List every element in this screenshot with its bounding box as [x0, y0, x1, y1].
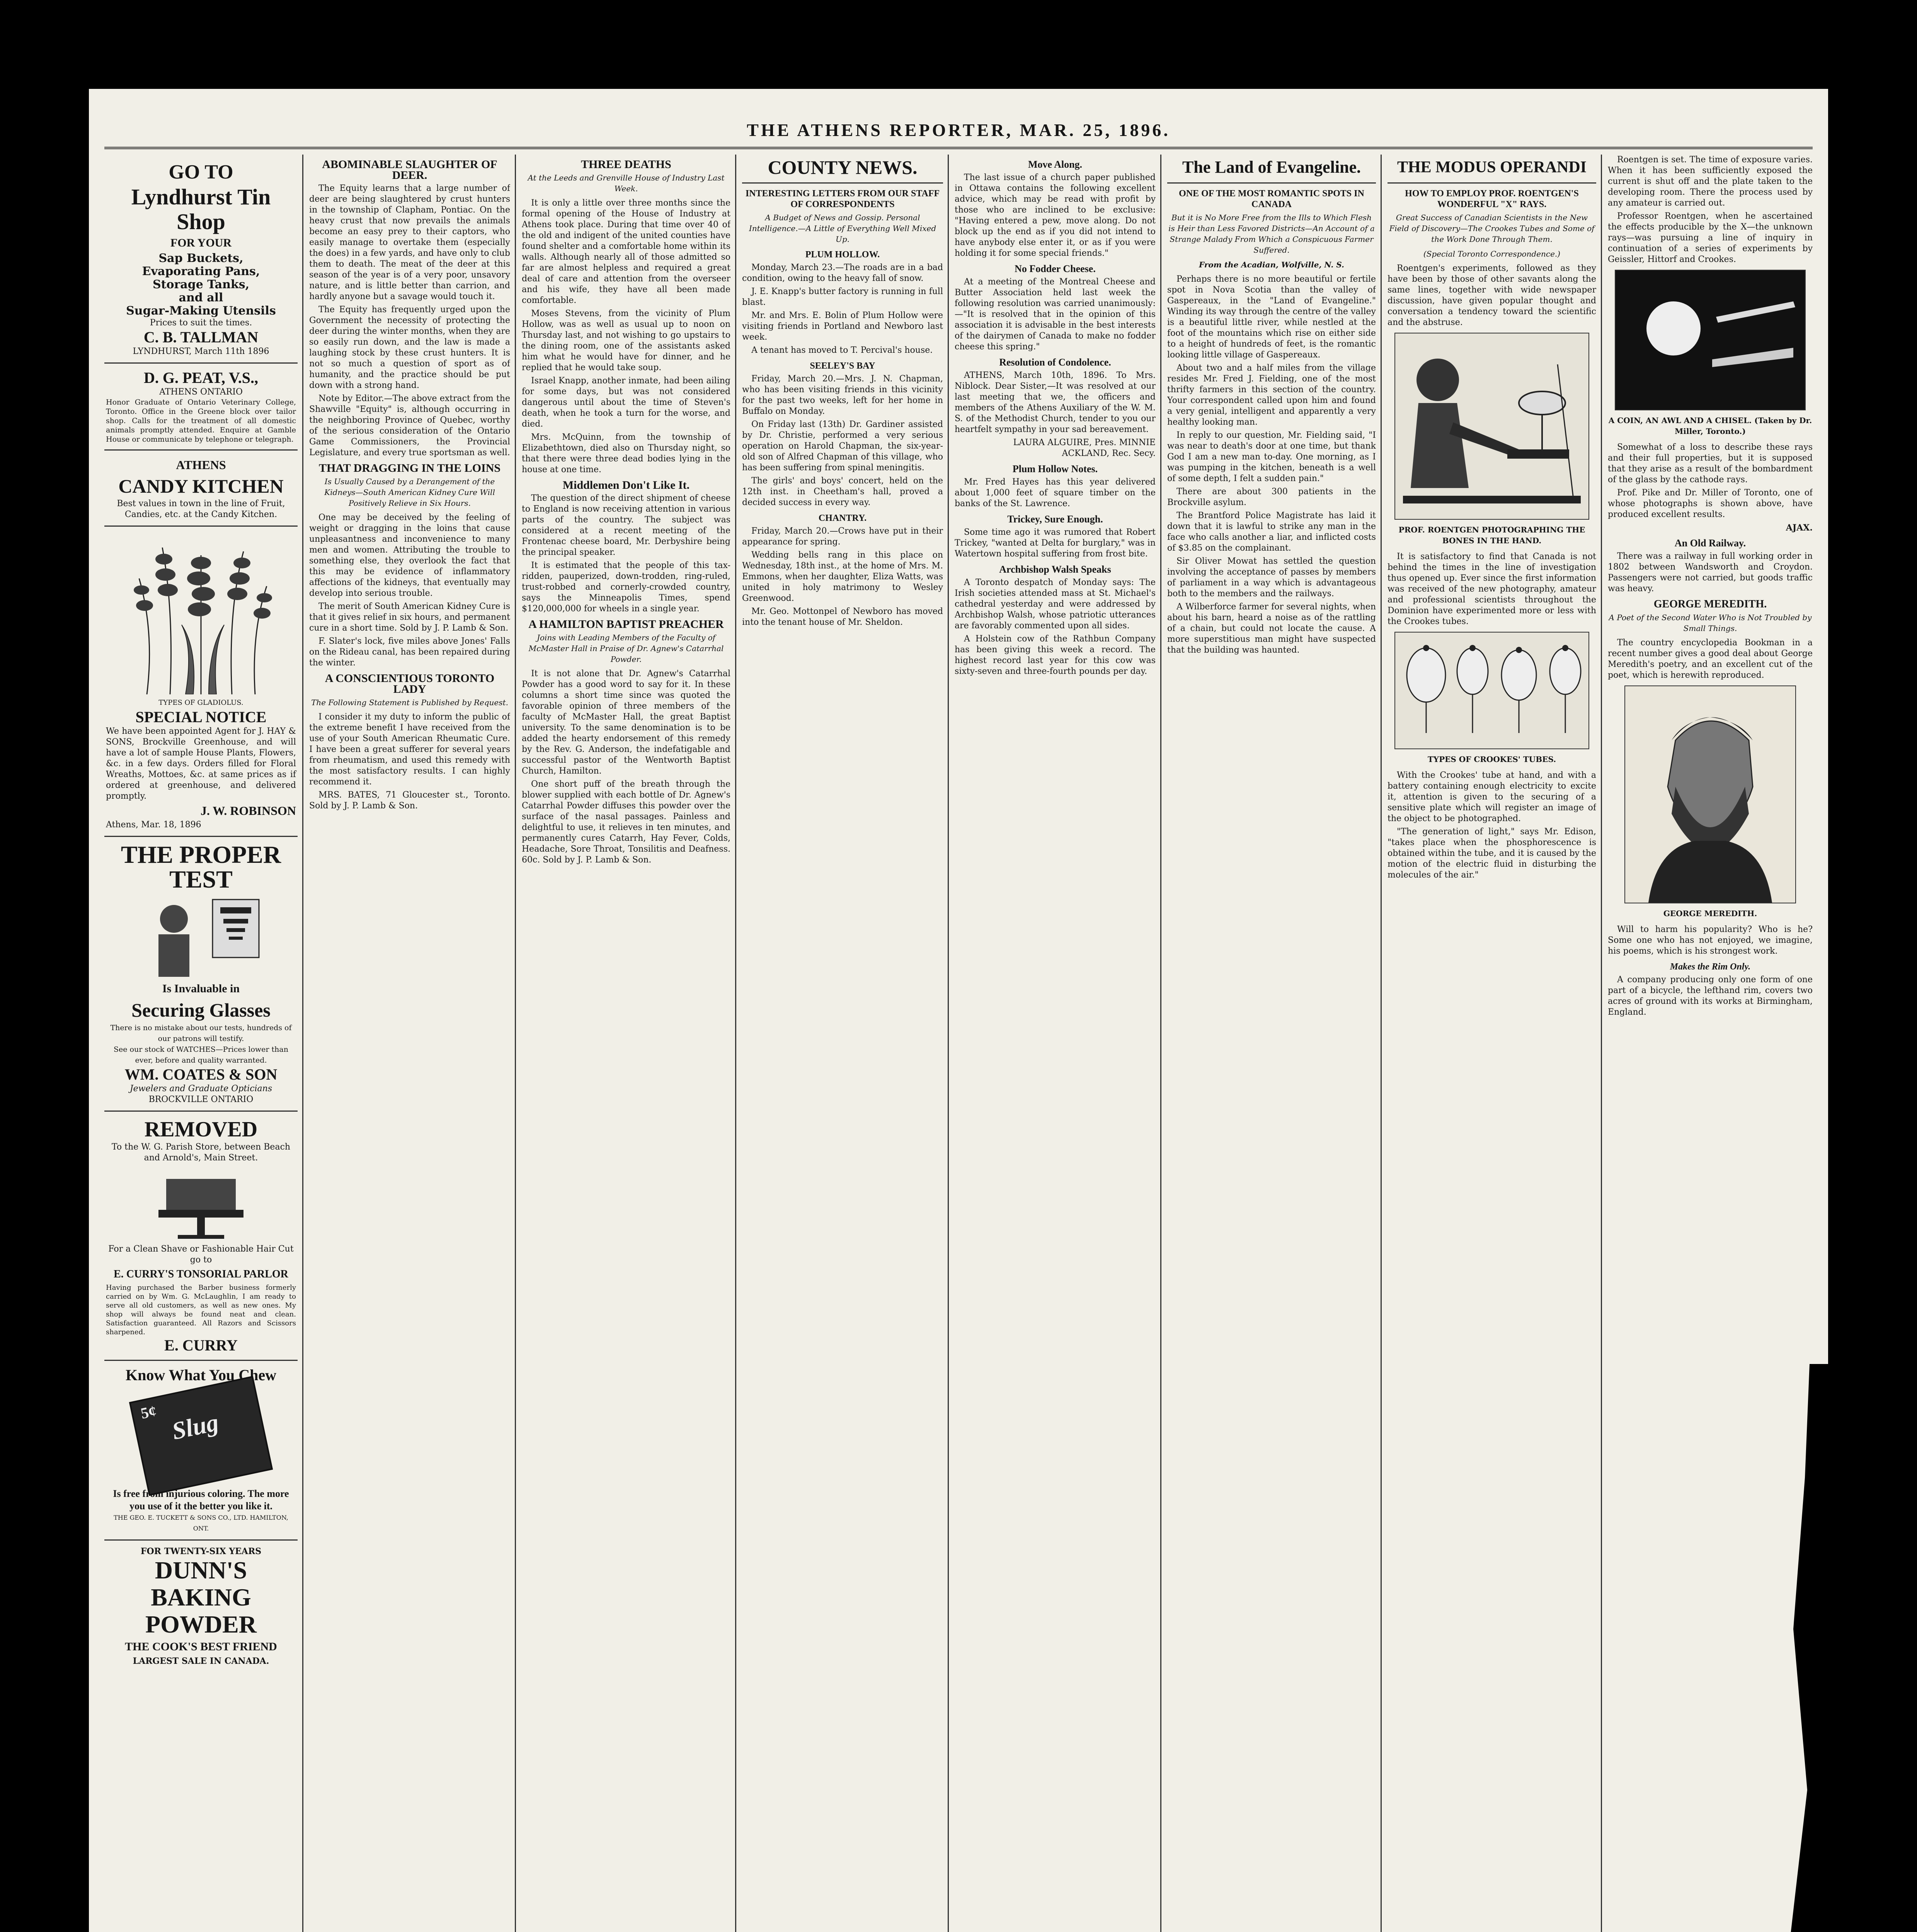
- article-subheadline: Is Usually Caused by a Derangement of the Kidneys—South American Kidney Cure Will Positively Relieve in Six Hours.: [324, 477, 495, 508]
- ad-subline: Jewelers and Graduate Opticians: [129, 1084, 272, 1094]
- article-paragraph: With the Crookes' tube at hand, and with a battery containing enough electricity to excite it, attention is given to the securing of a sensitive plate which will register an image of the object to be photographed.: [1388, 770, 1596, 823]
- ad-owner: C. B. TALLMAN: [143, 328, 259, 346]
- article-paragraph: A tenant has moved to T. Percival's house.: [751, 345, 933, 355]
- article-paragraph: Note by Editor.—The above extract from the Shawville "Equity" is, although occurring in the neighboring Province of Quebec, worthy of the serious consideration of the Ontario Game Commissioners, the Provincial Legislature, and every true sportsman as well.: [309, 394, 510, 457]
- article-headline: INTERESTING LETTERS FROM OUR STAFF OF CORRESPONDENTS: [745, 189, 940, 209]
- roentgen-illustration: [1394, 333, 1589, 520]
- column-rule: [1160, 155, 1161, 1932]
- crookes-tubes-illustration: [1394, 632, 1589, 749]
- article-paragraph: Somewhat of a loss to describe these rays and their full properties, but it is supposed that they arise as a result of the bombardment of the glass by the cathode rays.: [1608, 442, 1813, 485]
- article-paragraph: A Toronto despatch of Monday says: The Irish societies attended mass at St. Michael's cathedral yesterday and were addressed by Archbishop Walsh, whose patriotic utterances are favorably commented upon all sides.: [955, 578, 1156, 631]
- candy-ad: [104, 451, 298, 527]
- ads-column: [104, 155, 298, 1932]
- illustration-caption: TYPES OF CROOKES' TUBES.: [1427, 755, 1556, 764]
- article-headline: HOW TO EMPLOY PROF. ROENTGEN'S WONDERFUL "X" RAYS.: [1405, 189, 1579, 209]
- ad-item: Storage Tanks,: [152, 278, 250, 291]
- removed-ad: [104, 1112, 298, 1361]
- ad-heading: REMOVED: [144, 1117, 258, 1141]
- ad-heading: THE PROPER TEST: [121, 841, 281, 893]
- article-paragraph: Wedding bells rang in this place on Wednesday, 18th inst., at the home of Mrs. M. Emmons, when her daughter, Eliza Watts, was united in holy matrimony to Wesley Greenwood.: [742, 550, 943, 603]
- article-paragraph: It is not alone that Dr. Agnew's Catarrhal Powder has a good word to say for it. In these columns a short time since was quoted the favorable opinion of three members of the faculty of McMaster Hall, the great Baptist university. To the same denomination is to be added the hearty endorsement of this remedy by the Rev. G. Anderson, the indefatigable and successful pastor of the Wentworth Baptist Church, Hamilton.: [522, 669, 730, 776]
- article-subheadline: But it is No More Free from the Ills to Which Flesh is Heir than Less Favored Districts—An Account of a Strange Malady From Which a Conspicuous Farmer Suffered.: [1168, 213, 1375, 255]
- article-paragraph: A Wilberforce farmer for several nights, when about his barn, heard a noise as of the rattling of a chain, but could not locate the cause. A more superstitious man might have suspected that the building was haunted.: [1167, 602, 1376, 655]
- article-paragraph: The girls' and boys' concert, held on the 12th inst. in Cheetham's hall, proved a decided success in every way.: [742, 476, 943, 507]
- article-subheadline: A Poet of the Second Water Who is Not Troubled by Small Things.: [1609, 613, 1812, 633]
- article-headline: ONE OF THE MOST ROMANTIC SPOTS IN CANADA: [1179, 189, 1364, 209]
- article-headline: Plum Hollow Notes.: [1012, 463, 1098, 474]
- illustration-caption: PROF. ROENTGEN PHOTOGRAPHING THE BONES IN THE HAND.: [1398, 525, 1585, 545]
- article-paragraph: There are about 300 patients in the Brockville asylum.: [1167, 487, 1376, 507]
- section-title: The Land of Evangeline.: [1167, 156, 1376, 184]
- article-headline: GEORGE MEREDITH.: [1653, 598, 1767, 610]
- article-paragraph: J. E. Knapp's butter factory is running in full blast.: [742, 287, 943, 307]
- dunns-ad: [104, 1541, 298, 1672]
- ad-shop-name: DUNN'S BAKING POWDER: [145, 1556, 257, 1638]
- article-paragraph: Friday, March 20.—Crows have put in their appearance for spring.: [742, 526, 943, 547]
- article-column: [522, 155, 730, 1932]
- article-paragraph: The country encyclopedia Bookman in a recent number gives a good deal about George Meredith's poetry, and an excellent cut of the poet, which is herewith reproduced.: [1608, 638, 1813, 680]
- ad-text: Is free from injurious coloring. The more you use of it the better you like it.: [113, 1488, 289, 1512]
- article-headline: Trickey, Sure Enough.: [1007, 514, 1103, 525]
- article-paragraph: There was a railway in full working order in 1802 between Wandsworth and Croydon. Passengers were not carried, but goods traffic was heavy.: [1608, 551, 1813, 594]
- article-paragraph: "The generation of light," says Mr. Edison, "takes place when the phosphorescence is obtained within the tube, and it is caused by the motion of the electric fluid in disturbing the molecules of the air.": [1388, 827, 1596, 880]
- article-paragraph: The last issue of a church paper published in Ottawa contains the following excellent advice, which may be read with profit by those who are inclined to be exclusive: "Having entered a pew, move along. Do not block up the end as if you did not intend to have anybody else enter it, or as if you were holding it for some special friends.": [955, 173, 1156, 258]
- article-paragraph: The Brantford Police Magistrate has laid it down that it is lawful to strike any man in the face who calls another a liar, and inflicted costs of $3.85 on the complainant.: [1167, 511, 1376, 553]
- barber-chair-illustration: [143, 1163, 259, 1241]
- ad-text: Having purchased the Barber business formerly carried on by Wm. G. McLaughlin, I am ready to serve all old customers, as well as new ones. My shop will always be found neat and clean. Satisfaction guaranteed. All Razors and Scissors sharpened.: [106, 1284, 296, 1336]
- ad-heading: SPECIAL NOTICE: [135, 708, 267, 726]
- article-paragraph: One may be deceived by the feeling of weight or dragging in the loins that cause unpleasantness and inconvenience to many men and women. Attributing the trouble to something else, they overlook the fact that this may be evidence of inflammatory affections of the kidneys, that eventually may develop into serious trouble.: [309, 513, 510, 598]
- article-paragraph: Mr. Geo. Mottonpel of Newboro has moved into the tenant house of Mr. Sheldon.: [742, 607, 943, 627]
- article-subheadline: At the Leeds and Grenville House of Industry Last Week.: [528, 173, 725, 193]
- ad-date: LYNDHURST, March 11th 1896: [133, 347, 269, 356]
- article-paragraph: Professor Roentgen, when he ascertained the effects producible by the X—the unknown rays—was pursuing a line of inquiry in continuation of a series of experiments by Geissler, Hittorf and Crookes.: [1608, 211, 1813, 264]
- article-headline: An Old Railway.: [1674, 537, 1746, 549]
- article-paragraph: A company producing only one form of one part of a bicycle, the lefthand rim, covers two acres of ground with its works at Birmingham, England.: [1608, 975, 1813, 1017]
- ad-maker: THE GEO. E. TUCKETT & SONS CO., LTD. HAMILTON, ONT.: [114, 1514, 288, 1532]
- article-paragraph: Monday, March 23.—The roads are in a bad condition, owing to the heavy fall of snow.: [742, 263, 943, 283]
- proper-test-ad: [104, 837, 298, 1112]
- section-title: COUNTY NEWS.: [742, 156, 943, 184]
- page-title: THE ATHENS REPORTER, MAR. 25, 1896.: [747, 120, 1170, 140]
- ad-shop-name: E. CURRY'S TONSORIAL PARLOR: [114, 1268, 288, 1280]
- article-subheadline: Joins with Leading Members of the Faculty of McMaster Hall in Praise of Dr. Agnew's Catarrhal Powder.: [528, 633, 724, 664]
- article-paragraph: Roentgen is set. The time of exposure varies. When it has been sufficiently exposed the current is shut off and the plate taken to the developing room. There the process used by any amateur is carried out.: [1608, 155, 1813, 208]
- article-paragraph: Mrs. McQuinn, from the township of Elizabethtown, died also on Thursday night, so that there were three dead bodies lying in the house at one time.: [522, 432, 730, 474]
- ad-date: Athens, Mar. 18, 1896: [106, 820, 201, 830]
- illustration-caption: A COIN, AN AWL AND A CHISEL. (Taken by Dr. Miller, Toronto.): [1608, 416, 1812, 436]
- column-rule: [515, 155, 516, 1932]
- ad-text: Is Invaluable in: [162, 982, 240, 995]
- column-rule: [948, 155, 949, 1932]
- article-paragraph: One short puff of the breath through the blower supplied with each bottle of Dr. Agnew's Catarrhal Powder diffuses this powder over the surface of the nasal passages. Painless and delightful to use, it relieves in ten minutes, and permanently cures Catarrh, Hay Fever, Colds, Headache, Sore Throat, Tonsilitis and Deafness. 60c. Sold by J. P. Lamb & Son.: [522, 779, 730, 865]
- gladiolus-ad: [104, 527, 298, 837]
- article-headline: Resolution of Condolence.: [999, 357, 1111, 368]
- article-headline: ABOMINABLE SLAUGHTER OF DEER.: [322, 158, 497, 182]
- xray-photo-illustration: [1615, 270, 1806, 410]
- article-paragraph: The Equity learns that a large number of deer are being slaughtered by crust hunters in the township of Clapham, Pontiac. On the heavy crust that now prevails the animals become an easy prey to their captors, who easily manage to overtake them (especially the does) in a few yards, and have only to club them to death. The meat of the deer at this season of the year is of a very poor, unsavory nature, and is little better than carrion, and hardly anyone but a savage would touch it.: [309, 184, 510, 301]
- article-signature: AJAX.: [1786, 523, 1813, 533]
- place-heading: SEELEY'S BAY: [810, 361, 875, 371]
- article-paragraph: The question of the direct shipment of cheese to England is now receiving attention in various parts of the country. The subject was considered at a recent meeting of the Frontenac cheese board, Mr. Derbyshire being the principal speaker.: [522, 493, 730, 557]
- article-paragraph: About two and a half miles from the village resides Mr. Fred J. Fielding, one of the most thrifty farmers in this section of the country. Your correspondent called upon him and found a very genial, intelligent and apparently a very healthy looking man.: [1167, 363, 1376, 427]
- article-paragraph: Prof. Pike and Dr. Miller of Toronto, one of whose photographs is shown above, have produced excellent results.: [1608, 488, 1813, 519]
- tin-brand: Slug: [169, 1408, 221, 1445]
- peat-ad: [104, 364, 298, 451]
- article-source: From the Acadian, Wolfville, N. S.: [1199, 260, 1345, 269]
- ad-shop-name: D. G. PEAT, V.S.,: [144, 369, 258, 386]
- article-column: [1167, 155, 1376, 1932]
- article-subheadline: The Following Statement is Published by Request.: [311, 698, 508, 707]
- column-rule: [1381, 155, 1382, 1932]
- article-subheadline: A Budget of News and Gossip. Personal Intelligence.—A Little of Everything Well Mixed Up.: [749, 213, 936, 244]
- ad-shop-name: WM. COATES & SON: [124, 1066, 278, 1083]
- article-headline: THAT DRAGGING IN THE LOINS: [318, 462, 501, 474]
- article-headline: A HAMILTON BAPTIST PREACHER: [528, 618, 724, 631]
- column-rule: [1601, 155, 1602, 1932]
- article-paragraph: It is estimated that the people of this tax-ridden, pauperized, down-trodden, ring-ruled, trust-robbed and cornerly-crowded country, says the Minneapolis Times, spend $120,000,000 for wheels in a single year.: [522, 561, 730, 614]
- article-paragraph: Roentgen's experiments, followed as they have been by those of other savants along the same lines, together with wide newspaper discussion, have given popular thought and conversation a tendency toward the scientific and the abstruse.: [1388, 264, 1596, 327]
- ad-text: Prices to suit the times.: [150, 318, 252, 328]
- tobacco-tin-illustration: [129, 1376, 273, 1496]
- ad-subline: THE COOK'S BEST FRIEND: [125, 1640, 277, 1653]
- article-paragraph: It is satisfactory to find that Canada is not behind the times in the line of investigation thus opened up. Ever since the first information was received of the new photography, amateur and professional scientists throughout the Dominion have experimented more or less with the Crookes tubes.: [1388, 552, 1596, 626]
- ad-owner: J. W. ROBINSON: [200, 804, 296, 818]
- ad-place: ATHENS ONTARIO: [159, 387, 243, 397]
- article-paragraph: ATHENS, March 10th, 1896. To Mrs. Niblock. Dear Sister,—It was resolved at our last meeting that we, the officers and members of the Athens Auxiliary of the W. M. S. of the Methodist Church, tender to you our heartfelt sympathy in your sad bereavement.: [955, 371, 1156, 434]
- illustration-caption: GEORGE MEREDITH.: [1663, 909, 1757, 918]
- article-paragraph: It is only a little over three months since the formal opening of the House of Industry at Athens took place. During that time over 40 of the old and indigent of the united counties have found shelter and a comfortable home within its walls. Although nearly all of those admitted so far are almost helpless and required a great deal of care and attention from the overseer and his wife, they have all been made comfortable.: [522, 198, 730, 305]
- lyndhurst-ad: [104, 155, 298, 364]
- article-headline: Makes the Rim Only.: [1670, 962, 1751, 972]
- article-paragraph: Perhaps there is no more beautiful or fertile spot in Nova Scotia than the valley of Gaspereaux, in the "Land of Evangeline." Winding its way through the centre of the valley is a beautiful little river, while nestled at the foot of the mountains which rise on either side to a height of hundreds of feet, is the romantic looking little village of Gaspereaux.: [1167, 274, 1376, 360]
- masthead: [104, 120, 1813, 149]
- ad-text: To the W. G. Parish Store, between Beach and Arnold's, Main Street.: [111, 1142, 291, 1163]
- ad-subline: Securing Glasses: [131, 999, 271, 1021]
- article-column: [1608, 155, 1813, 1932]
- article-paragraph: Mr. and Mrs. E. Bolin of Plum Hollow were visiting friends in Portland and Newboro last week.: [742, 311, 943, 342]
- article-column: [955, 155, 1156, 1932]
- article-paragraph: F. Slater's lock, five miles above Jones' Falls on the Rideau canal, has been repaired during the winter.: [309, 636, 510, 668]
- ad-text: We have been appointed Agent for J. HAY & SONS, Brockville Greenhouse, and will have a lot of sample House Plants, Flowers, &c. in a few days. Orders filled for Floral Wreaths, Mottoes, &c. at same prices as if ordered at greenhouse, and delivered promptly.: [106, 726, 296, 801]
- ad-text: FOR TWENTY-SIX YEARS: [140, 1546, 262, 1556]
- article-paragraph: Israel Knapp, another inmate, had been ailing for some days, but was not considered dangerous until about the time of Steven's death, when he took a turn for the worse, and died.: [522, 376, 730, 429]
- ad-shop-name: Lyndhurst Tin Shop: [131, 184, 271, 234]
- ad-owner: E. CURRY: [164, 1337, 238, 1354]
- article-column: [1388, 155, 1596, 1932]
- ad-text: Honor Graduate of Ontario Veterinary College, Toronto. Office in the Greene block over tailor shop. Calls for the treatment of all domestic animals promptly attended. Enquire at Gamble House or communicate by telephone or telegraph.: [106, 398, 296, 444]
- article-subheadline: Great Success of Canadian Scientists in the New Field of Discovery—The Crookes Tubes and Some of the Work Done Through Them.: [1389, 213, 1595, 244]
- ad-place: ATHENS: [176, 458, 226, 472]
- tin-label: 5¢: [139, 1402, 158, 1422]
- article-signature: LAURA ALGUIRE, Pres. MINNIE ACKLAND, Rec. Secy.: [1013, 438, 1156, 458]
- article-paragraph: Some time ago it was rumored that Robert Trickey, "wanted at Delta for burglary," was in Watertown hospital suffering from frost bite.: [955, 527, 1156, 559]
- county-news-column: [742, 155, 943, 1932]
- article-paragraph: Moses Stevens, from the vicinity of Plum Hollow, was as well as usual up to noon on Thursday last, and not wishing to go upstairs to the dining room, one of the assistants asked him what he would have for dinner, and he replied that he would take soup.: [522, 309, 730, 372]
- article-paragraph: I consider it my duty to inform the public of the extreme benefit I have received from the use of your South American Rheumatic Cure. I have been a great sufferer for several years from rheumatism, and used this remedy with the most satisfactory results. I can highly recommend it.: [309, 712, 510, 787]
- ad-text: Best values in town in the line of Fruit, Candies, etc. at the Candy Kitchen.: [117, 499, 285, 519]
- ad-item: Sugar-Making Utensils: [126, 304, 276, 318]
- article-headline: A CONSCIENTIOUS TORONTO LADY: [325, 672, 495, 696]
- article-paragraph: At a meeting of the Montreal Cheese and Butter Association held last week the following resolution was carried unanimously:—"It is resolved that in the opinion of this association it is advisable in the best interests of the dairymen of Canada to make no fodder cheese this spring.": [955, 277, 1156, 352]
- article-paragraph: Sir Oliver Mowat has settled the question involving the acceptance of passes by members of parliament in a way which is advantageous both to the members and the railways.: [1167, 556, 1376, 599]
- section-title: THE MODUS OPERANDI: [1388, 156, 1596, 184]
- article-column: [309, 155, 510, 1932]
- ad-item: and all: [179, 291, 223, 304]
- article-headline: THREE DEATHS: [581, 158, 671, 171]
- place-heading: CHANTRY.: [818, 513, 867, 523]
- article-paragraph: The merit of South American Kidney Cure is that it gives relief in six hours, and permanent cure in a short time. Sold by J. P. Lamb & Son.: [309, 602, 510, 633]
- article-signature: MRS. BATES, 71 Gloucester st., Toronto. Sold by J. P. Lamb & Son.: [309, 790, 510, 811]
- article-paragraph: On Friday last (13th) Dr. Gardiner assisted by Dr. Christie, performed a very serious operation on Harold Chapman, the six-year-old son of Alfred Chapman of this village, who has been suffering from spinal meningitis.: [742, 420, 943, 473]
- article-paragraph: Mr. Fred Hayes has this year delivered about 1,000 feet of square timber on the banks of the St. Lawrence.: [955, 477, 1156, 509]
- ad-text: See our stock of WATCHES—Prices lower than ever, before and quality warranted.: [113, 1045, 288, 1065]
- ad-text: LARGEST SALE IN CANADA.: [133, 1656, 269, 1666]
- column-rule: [302, 155, 303, 1932]
- gladiolus-illustration: [116, 532, 286, 694]
- eye-chart-illustration: [131, 892, 271, 977]
- article-paragraph: Friday, March 20.—Mrs. J. N. Chapman, who has been visiting friends in this vicinity for the past two weeks, left for her home in Buffalo on Monday.: [742, 374, 943, 416]
- meredith-portrait: [1624, 685, 1796, 903]
- newspaper-page: [89, 89, 1828, 1932]
- ad-text: For a Clean Shave or Fashionable Hair Cut go to: [108, 1244, 294, 1265]
- article-paragraph: A Holstein cow of the Rathbun Company has been giving this week a record. The highest record last year for this cow was sixty-seven and three-fourth pounds per day.: [955, 634, 1156, 676]
- ad-subline: FOR YOUR: [170, 236, 232, 249]
- ad-item: Sap Buckets,: [158, 252, 243, 265]
- illustration-caption: TYPES OF GLADIOLUS.: [158, 699, 243, 707]
- column-rule: [735, 155, 736, 1932]
- article-headline: No Fodder Cheese.: [1015, 263, 1096, 274]
- article-source: (Special Toronto Correspondence.): [1423, 249, 1561, 259]
- ad-text: There is no mistake about our tests, hundreds of our patrons will testify.: [110, 1024, 292, 1043]
- article-paragraph: The Equity has frequently urged upon the Government the necessity of protecting the deer during the winter months, when they are so easily run down, and the law is made a laughing stock by these crust hunters. It is not so much a question of sport as of humanity, and the practice should be put down with a strong hand.: [309, 305, 510, 390]
- ad-heading: Know What You Chew: [125, 1366, 277, 1384]
- article-headline: Middlemen Don't Like It.: [562, 479, 690, 492]
- tobacco-ad: [104, 1361, 298, 1541]
- article-paragraph: Will to harm his popularity? Who is he? Some one who has not enjoyed, we imagine, his poems, which is his strongest work.: [1608, 925, 1813, 956]
- ad-shop-name: CANDY KITCHEN: [118, 475, 284, 497]
- ad-item: Evaporating Pans,: [142, 265, 260, 278]
- ad-heading: GO TO: [169, 161, 233, 183]
- article-paragraph: In reply to our question, Mr. Fielding said, "I was near to death's door at one time, but thank God I am a new man to-day. One morning, as I was pumping in the kitchen, beneath is a well of some depth, I felt a sudden pain.": [1167, 430, 1376, 483]
- article-headline: Archbishop Walsh Speaks: [999, 564, 1111, 575]
- ad-place: BROCKVILLE ONTARIO: [148, 1095, 254, 1104]
- place-heading: PLUM HOLLOW.: [805, 250, 880, 260]
- article-headline: Move Along.: [1028, 159, 1083, 170]
